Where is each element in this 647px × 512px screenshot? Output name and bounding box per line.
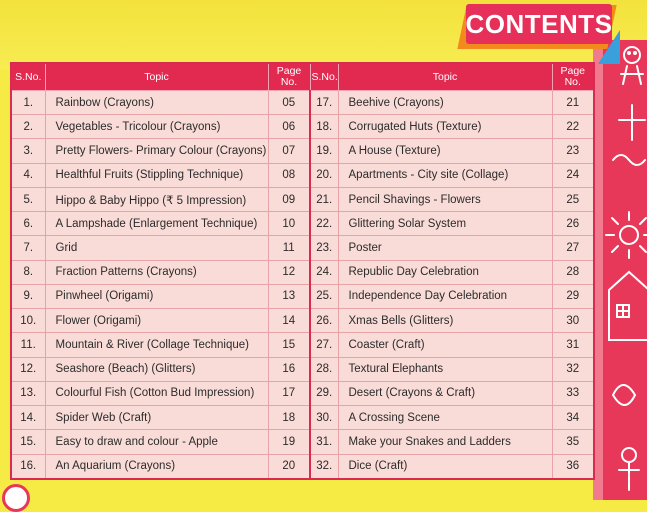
- table-row: [11, 91, 594, 115]
- row-number-right: 27.: [310, 333, 338, 357]
- doodle-illustrations: [599, 0, 647, 500]
- header-topic-right: Topic: [338, 63, 552, 91]
- contents-table-body: [11, 91, 594, 480]
- topic-right: A House (Texture): [338, 139, 552, 163]
- page-number-right: 30: [552, 309, 594, 333]
- page-number-right: 22: [552, 115, 594, 139]
- topic-left: Spider Web (Craft): [45, 406, 268, 430]
- topic-left: Pinwheel (Origami): [45, 284, 268, 308]
- page-number-right: 33: [552, 381, 594, 405]
- table-row: [11, 284, 594, 308]
- row-number-right: 21.: [310, 187, 338, 211]
- row-number-right: 25.: [310, 284, 338, 308]
- header-sno-right: S.No.: [310, 63, 338, 91]
- page-number-right: 34: [552, 406, 594, 430]
- table-row: [11, 212, 594, 236]
- table-row: [11, 430, 594, 454]
- topic-left: An Aquarium (Crayons): [45, 454, 268, 479]
- page-number-left: 06: [268, 115, 310, 139]
- page-number-left: 14: [268, 309, 310, 333]
- table-row: [11, 187, 594, 211]
- page-number-right: 31: [552, 333, 594, 357]
- page-number-right: 23: [552, 139, 594, 163]
- row-number-right: 17.: [310, 91, 338, 115]
- row-number-right: 32.: [310, 454, 338, 479]
- row-number-left: 8.: [11, 260, 45, 284]
- topic-left: Easy to draw and colour - Apple: [45, 430, 268, 454]
- topic-right: Republic Day Celebration: [338, 260, 552, 284]
- header-page-label: Page: [560, 65, 586, 77]
- topic-right: Beehive (Crayons): [338, 91, 552, 115]
- page-number-left: 12: [268, 260, 310, 284]
- table-row: [11, 236, 594, 260]
- topic-right: Independence Day Celebration: [338, 284, 552, 308]
- page-number-right: 25: [552, 187, 594, 211]
- topic-right: Apartments - City site (Collage): [338, 163, 552, 187]
- page-number-left: 19: [268, 430, 310, 454]
- page-number-right: 36: [552, 454, 594, 479]
- page-title: CONTENTS: [465, 8, 613, 39]
- row-number-right: 23.: [310, 236, 338, 260]
- topic-left: A Lampshade (Enlargement Technique): [45, 212, 268, 236]
- header-page-no-label: No.: [564, 76, 581, 88]
- topic-right: Desert (Crayons & Craft): [338, 381, 552, 405]
- page-number-right: 24: [552, 163, 594, 187]
- row-number-right: 30.: [310, 406, 338, 430]
- row-number-left: 2.: [11, 115, 45, 139]
- topic-left: Hippo & Baby Hippo (₹ 5 Impression): [45, 187, 268, 211]
- row-number-left: 14.: [11, 406, 45, 430]
- table-row: [11, 333, 594, 357]
- row-number-left: 15.: [11, 430, 45, 454]
- page-number-right: 27: [552, 236, 594, 260]
- row-number-left: 7.: [11, 236, 45, 260]
- topic-left: Pretty Flowers- Primary Colour (Crayons): [45, 139, 268, 163]
- page-number-left: 09: [268, 187, 310, 211]
- topic-right: A Crossing Scene: [338, 406, 552, 430]
- row-number-right: 18.: [310, 115, 338, 139]
- row-number-right: 22.: [310, 212, 338, 236]
- row-number-left: 3.: [11, 139, 45, 163]
- topic-left: Healthful Fruits (Stippling Technique): [45, 163, 268, 187]
- topic-right: Poster: [338, 236, 552, 260]
- topic-left: Seashore (Beach) (Glitters): [45, 357, 268, 381]
- table-row: [11, 115, 594, 139]
- row-number-left: 13.: [11, 381, 45, 405]
- topic-right: Coaster (Craft): [338, 333, 552, 357]
- page-number-left: 05: [268, 91, 310, 115]
- header-page-right: [552, 63, 594, 91]
- table-row: [11, 381, 594, 405]
- row-number-right: 28.: [310, 357, 338, 381]
- topic-right: Dice (Craft): [338, 454, 552, 479]
- row-number-left: 6.: [11, 212, 45, 236]
- topic-right: Make your Snakes and Ladders: [338, 430, 552, 454]
- row-number-left: 11.: [11, 333, 45, 357]
- decorative-ring: [2, 484, 30, 512]
- table-header-row: [11, 63, 594, 91]
- topic-left: Rainbow (Crayons): [45, 91, 268, 115]
- table-row: [11, 260, 594, 284]
- topic-left: Mountain & River (Collage Technique): [45, 333, 268, 357]
- page-number-left: 08: [268, 163, 310, 187]
- page-number-left: 20: [268, 454, 310, 479]
- row-number-left: 5.: [11, 187, 45, 211]
- row-number-right: 26.: [310, 309, 338, 333]
- header-page-left: [268, 63, 310, 91]
- page-number-left: 10: [268, 212, 310, 236]
- row-number-right: 20.: [310, 163, 338, 187]
- table-row: [11, 163, 594, 187]
- page-number-left: 18: [268, 406, 310, 430]
- header-page-no-label: No.: [280, 76, 298, 88]
- topic-right: Textural Elephants: [338, 357, 552, 381]
- table-row: [11, 139, 594, 163]
- row-number-left: 10.: [11, 309, 45, 333]
- page-number-left: 17: [268, 381, 310, 405]
- page-number-right: 21: [552, 91, 594, 115]
- row-number-right: 19.: [310, 139, 338, 163]
- topic-left: Fraction Patterns (Crayons): [45, 260, 268, 284]
- page-number-right: 35: [552, 430, 594, 454]
- page-number-left: 11: [268, 236, 310, 260]
- row-number-right: 24.: [310, 260, 338, 284]
- header-sno-left: S.No.: [11, 63, 45, 91]
- row-number-left: 4.: [11, 163, 45, 187]
- topic-left: Vegetables - Tricolour (Crayons): [45, 115, 268, 139]
- row-number-left: 16.: [11, 454, 45, 479]
- topic-left: Colourful Fish (Cotton Bud Impression): [45, 381, 268, 405]
- page-number-left: 15: [268, 333, 310, 357]
- page-number-right: 26: [552, 212, 594, 236]
- row-number-left: 1.: [11, 91, 45, 115]
- topic-right: Xmas Bells (Glitters): [338, 309, 552, 333]
- row-number-left: 12.: [11, 357, 45, 381]
- header-page-label: Page: [276, 65, 302, 77]
- page-number-left: 16: [268, 357, 310, 381]
- row-number-right: 29.: [310, 381, 338, 405]
- topic-right: Glittering Solar System: [338, 212, 552, 236]
- page-number-left: 13: [268, 284, 310, 308]
- page-number-left: 07: [268, 139, 310, 163]
- topic-right: Pencil Shavings - Flowers: [338, 187, 552, 211]
- table-row: [11, 309, 594, 333]
- page-number-right: 28: [552, 260, 594, 284]
- row-number-right: 31.: [310, 430, 338, 454]
- page-number-right: 29: [552, 284, 594, 308]
- topic-right: Corrugated Huts (Texture): [338, 115, 552, 139]
- contents-table: [10, 62, 595, 480]
- table-row: [11, 357, 594, 381]
- contents-banner: [466, 4, 612, 44]
- row-number-left: 9.: [11, 284, 45, 308]
- table-row: [11, 454, 594, 479]
- topic-left: Flower (Origami): [45, 309, 268, 333]
- table-row: [11, 406, 594, 430]
- page-number-right: 32: [552, 357, 594, 381]
- header-topic-left: Topic: [45, 63, 268, 91]
- topic-left: Grid: [45, 236, 268, 260]
